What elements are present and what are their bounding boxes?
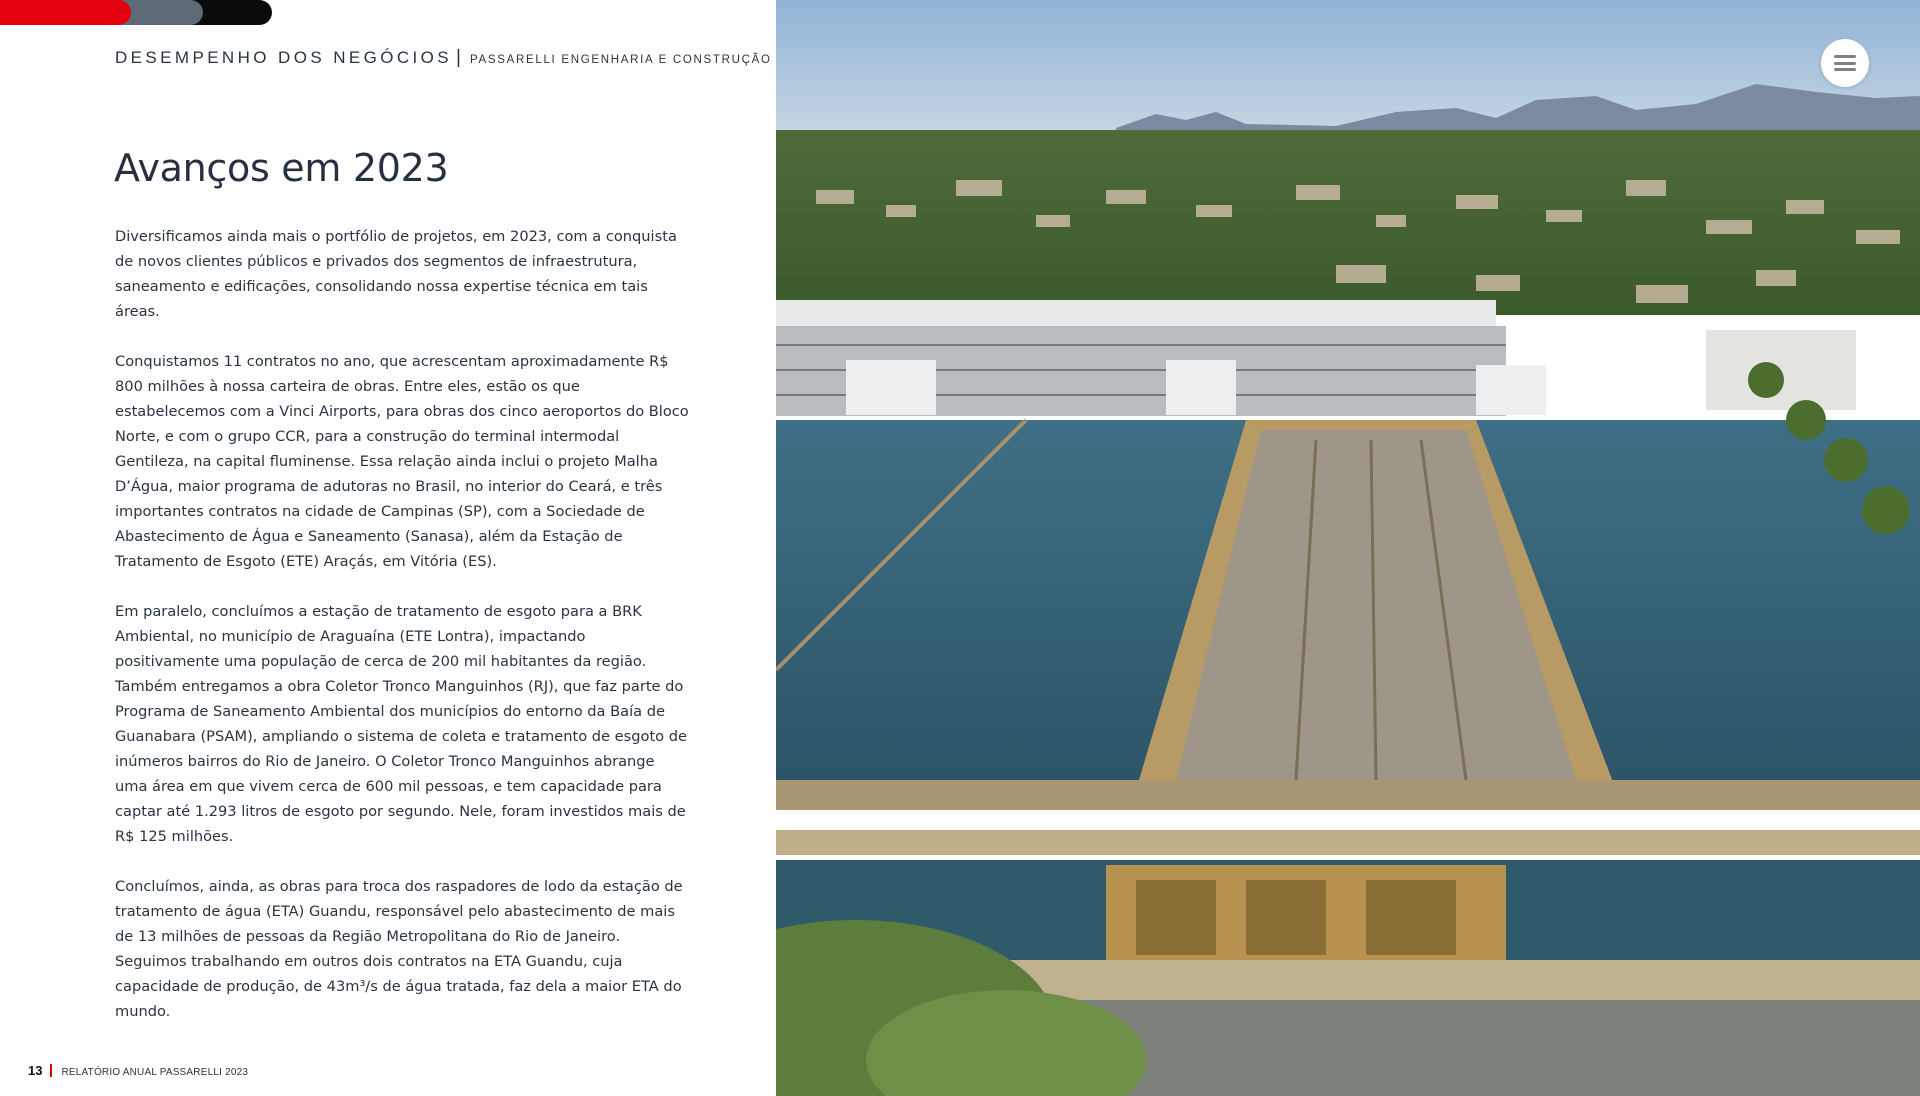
page-title: Avanços em 2023 [114, 146, 449, 190]
paragraph: Conquistamos 11 contratos no ano, que acrescentam aproximadamente R$ 800 milhões à nossa carteira de obras. Entre eles, estão os que estabelecemos com a Vinci Airports, para obras dos cinco aeroportos do Bloco Norte, e com o grupo CCR, para a construção do terminal intermodal Gentileza, na capital fluminense. Essa relação ainda inclui o projeto Malha D’Água, maior programa de adutoras no Brasil, no interior do Ceará, e três importantes contratos na cidade de Campinas (SP), com a Sociedade de Abastecimento de Água e Saneamento (Sanasa), além da Estação de Tratamento de Esgoto (ETE) Araçás, em Vitória (ES). [115, 353, 689, 570]
company-name: PASSARELLI ENGENHARIA E CONSTRUÇÃO [469, 54, 772, 66]
reading-progress-bar [0, 0, 272, 25]
paragraph: Em paralelo, concluímos a estação de tratamento de esgoto para a BRK Ambiental, no município de Araguaína (ETE Lontra), impactando positivamente uma população de cerca de 200 mil habitantes da região. Também entregamos a obra Coletor Tronco Manguinhos (RJ), que faz parte do Programa de Saneamento Ambiental dos municípios do entorno da Baía de Guanabara (PSAM), ampliando o sistema de coleta e tratamento de esgoto de inúmeros bairros do Rio de Janeiro. O Coletor Tronco Manguinhos abrange uma área em que vivem cerca de 600 mil pessoas, e tem capacidade para captar até 1.293 litros de esgoto por segundo. Nele, foram investidos mais de R$ 125 milhões. [115, 603, 687, 845]
paragraph: Concluímos, ainda, as obras para troca dos raspadores de lodo da estação de tratamento de água (ETA) Guandu, responsável pelo abastecimento de mais de 13 milhões de pessoas da Região Metropolitana do Rio de Janeiro. Seguimos trabalhando em outros dois contratos na ETA Guandu, cuja capacidade de produção, de 43m³/s de água tratada, faz dela a maior ETA do mundo. [115, 878, 683, 1020]
header-separator: | [456, 47, 461, 68]
aerial-photo-water-treatment-plant [776, 0, 1920, 1096]
section-title: DESEMPENHO DOS NEGÓCIOS [115, 48, 453, 67]
paragraph: Diversificamos ainda mais o portfólio de projetos, em 2023, com a conquista de novos clientes públicos e privados dos segmentos de infraestrutura, saneamento e edificações, consolidando nossa expertise técnica em tais áreas. [115, 228, 677, 320]
menu-button[interactable] [1821, 39, 1869, 87]
footer-divider [50, 1064, 52, 1077]
progress-done [0, 0, 131, 25]
page-footer [28, 1062, 248, 1080]
running-header [115, 47, 772, 69]
page-number: 13 [28, 1063, 43, 1078]
publication-name: RELATÓRIO ANUAL PASSARELLI 2023 [61, 1067, 249, 1078]
article-body [115, 224, 690, 1049]
